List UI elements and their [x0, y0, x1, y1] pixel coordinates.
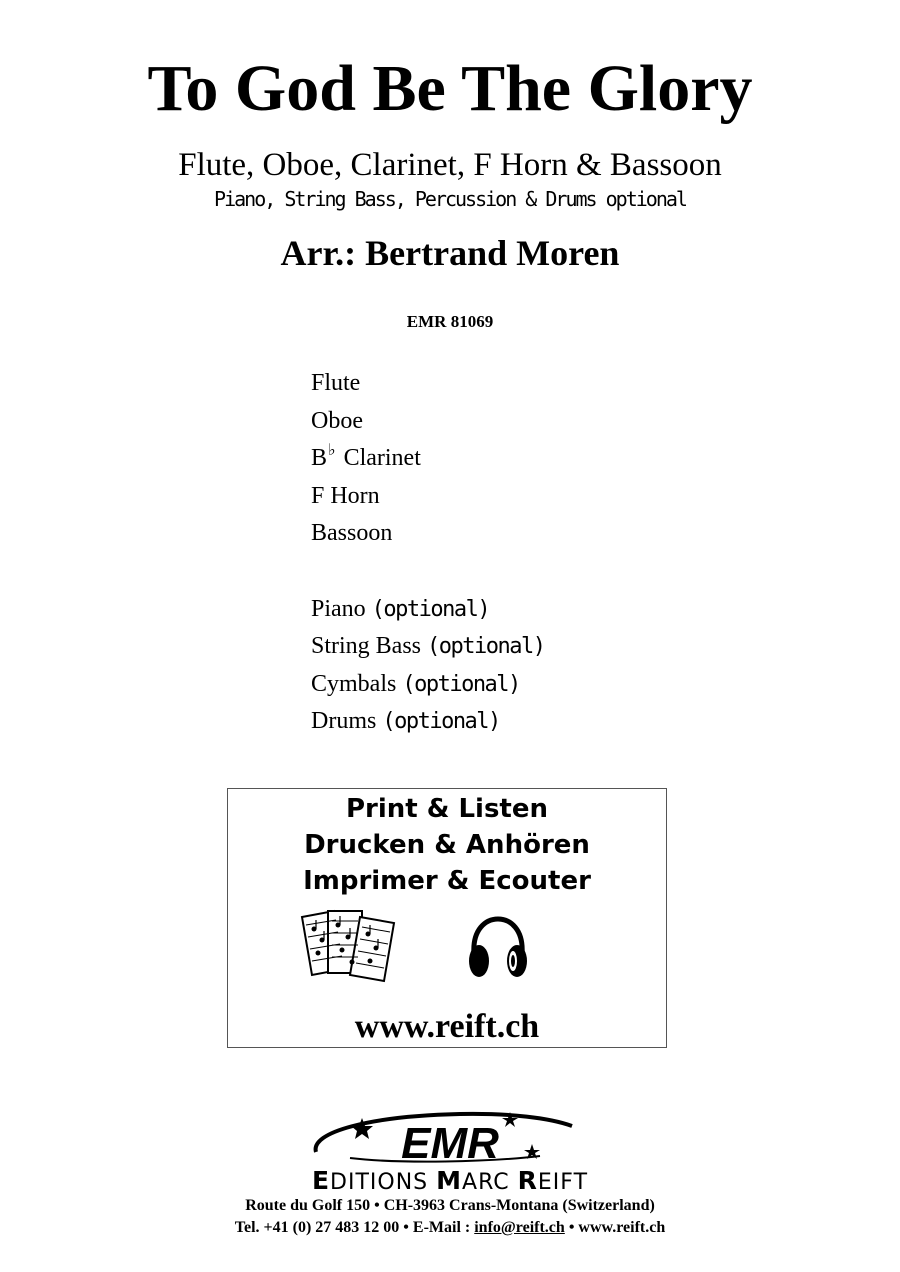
- part-item: Bassoon: [311, 520, 393, 547]
- print-listen-box: [227, 788, 667, 1048]
- part-item: F Horn: [311, 482, 380, 509]
- publisher-contact: Tel. +41 (0) 27 483 12 00 • E-Mail : info@reift.ch • www.reift.ch: [234, 1219, 666, 1236]
- optional-part-item: Cymbals (optional): [311, 670, 520, 697]
- optional-part-item: String Bass (optional): [311, 633, 545, 660]
- promo-line-en: Print & Listen: [345, 794, 549, 824]
- optional-instrumentation: Piano, String Bass, Percussion & Drums optional: [214, 187, 686, 211]
- publisher-name: EDITIONS MARC REIFT: [311, 1166, 589, 1195]
- email-link[interactable]: info@reift.ch: [474, 1219, 565, 1236]
- parts-list: [311, 365, 711, 741]
- optional-part-item: Drums (optional): [311, 708, 500, 735]
- sheet-music-icon: [300, 907, 412, 987]
- arranger: Arr.: Bertrand Moren: [280, 233, 620, 273]
- part-item: B♭ Clarinet: [311, 442, 421, 472]
- catalog-number: EMR 81069: [406, 312, 494, 331]
- website-footer-link[interactable]: www.reift.ch: [578, 1219, 666, 1236]
- part-item: Flute: [311, 370, 361, 396]
- page-title: To God Be The Glory: [147, 52, 753, 125]
- flat-sign: ♭: [328, 442, 336, 460]
- optional-part-item: Piano (optional): [311, 595, 490, 622]
- promo-line-de: Drucken & Anhören: [304, 830, 590, 860]
- instrumentation: Flute, Oboe, Clarinet, F Horn & Bassoon: [178, 147, 722, 183]
- emr-logo: [310, 1110, 590, 1166]
- promo-line-fr: Imprimer & Ecouter: [303, 866, 591, 896]
- publisher-address: Route du Golf 150 • CH-3963 Crans-Montana (Switzerland): [245, 1197, 655, 1214]
- svg-text:EMR: EMR: [401, 1119, 499, 1166]
- part-item: Oboe: [311, 407, 363, 434]
- headphones-icon: [466, 915, 530, 981]
- website-link[interactable]: www.reift.ch: [354, 1008, 540, 1045]
